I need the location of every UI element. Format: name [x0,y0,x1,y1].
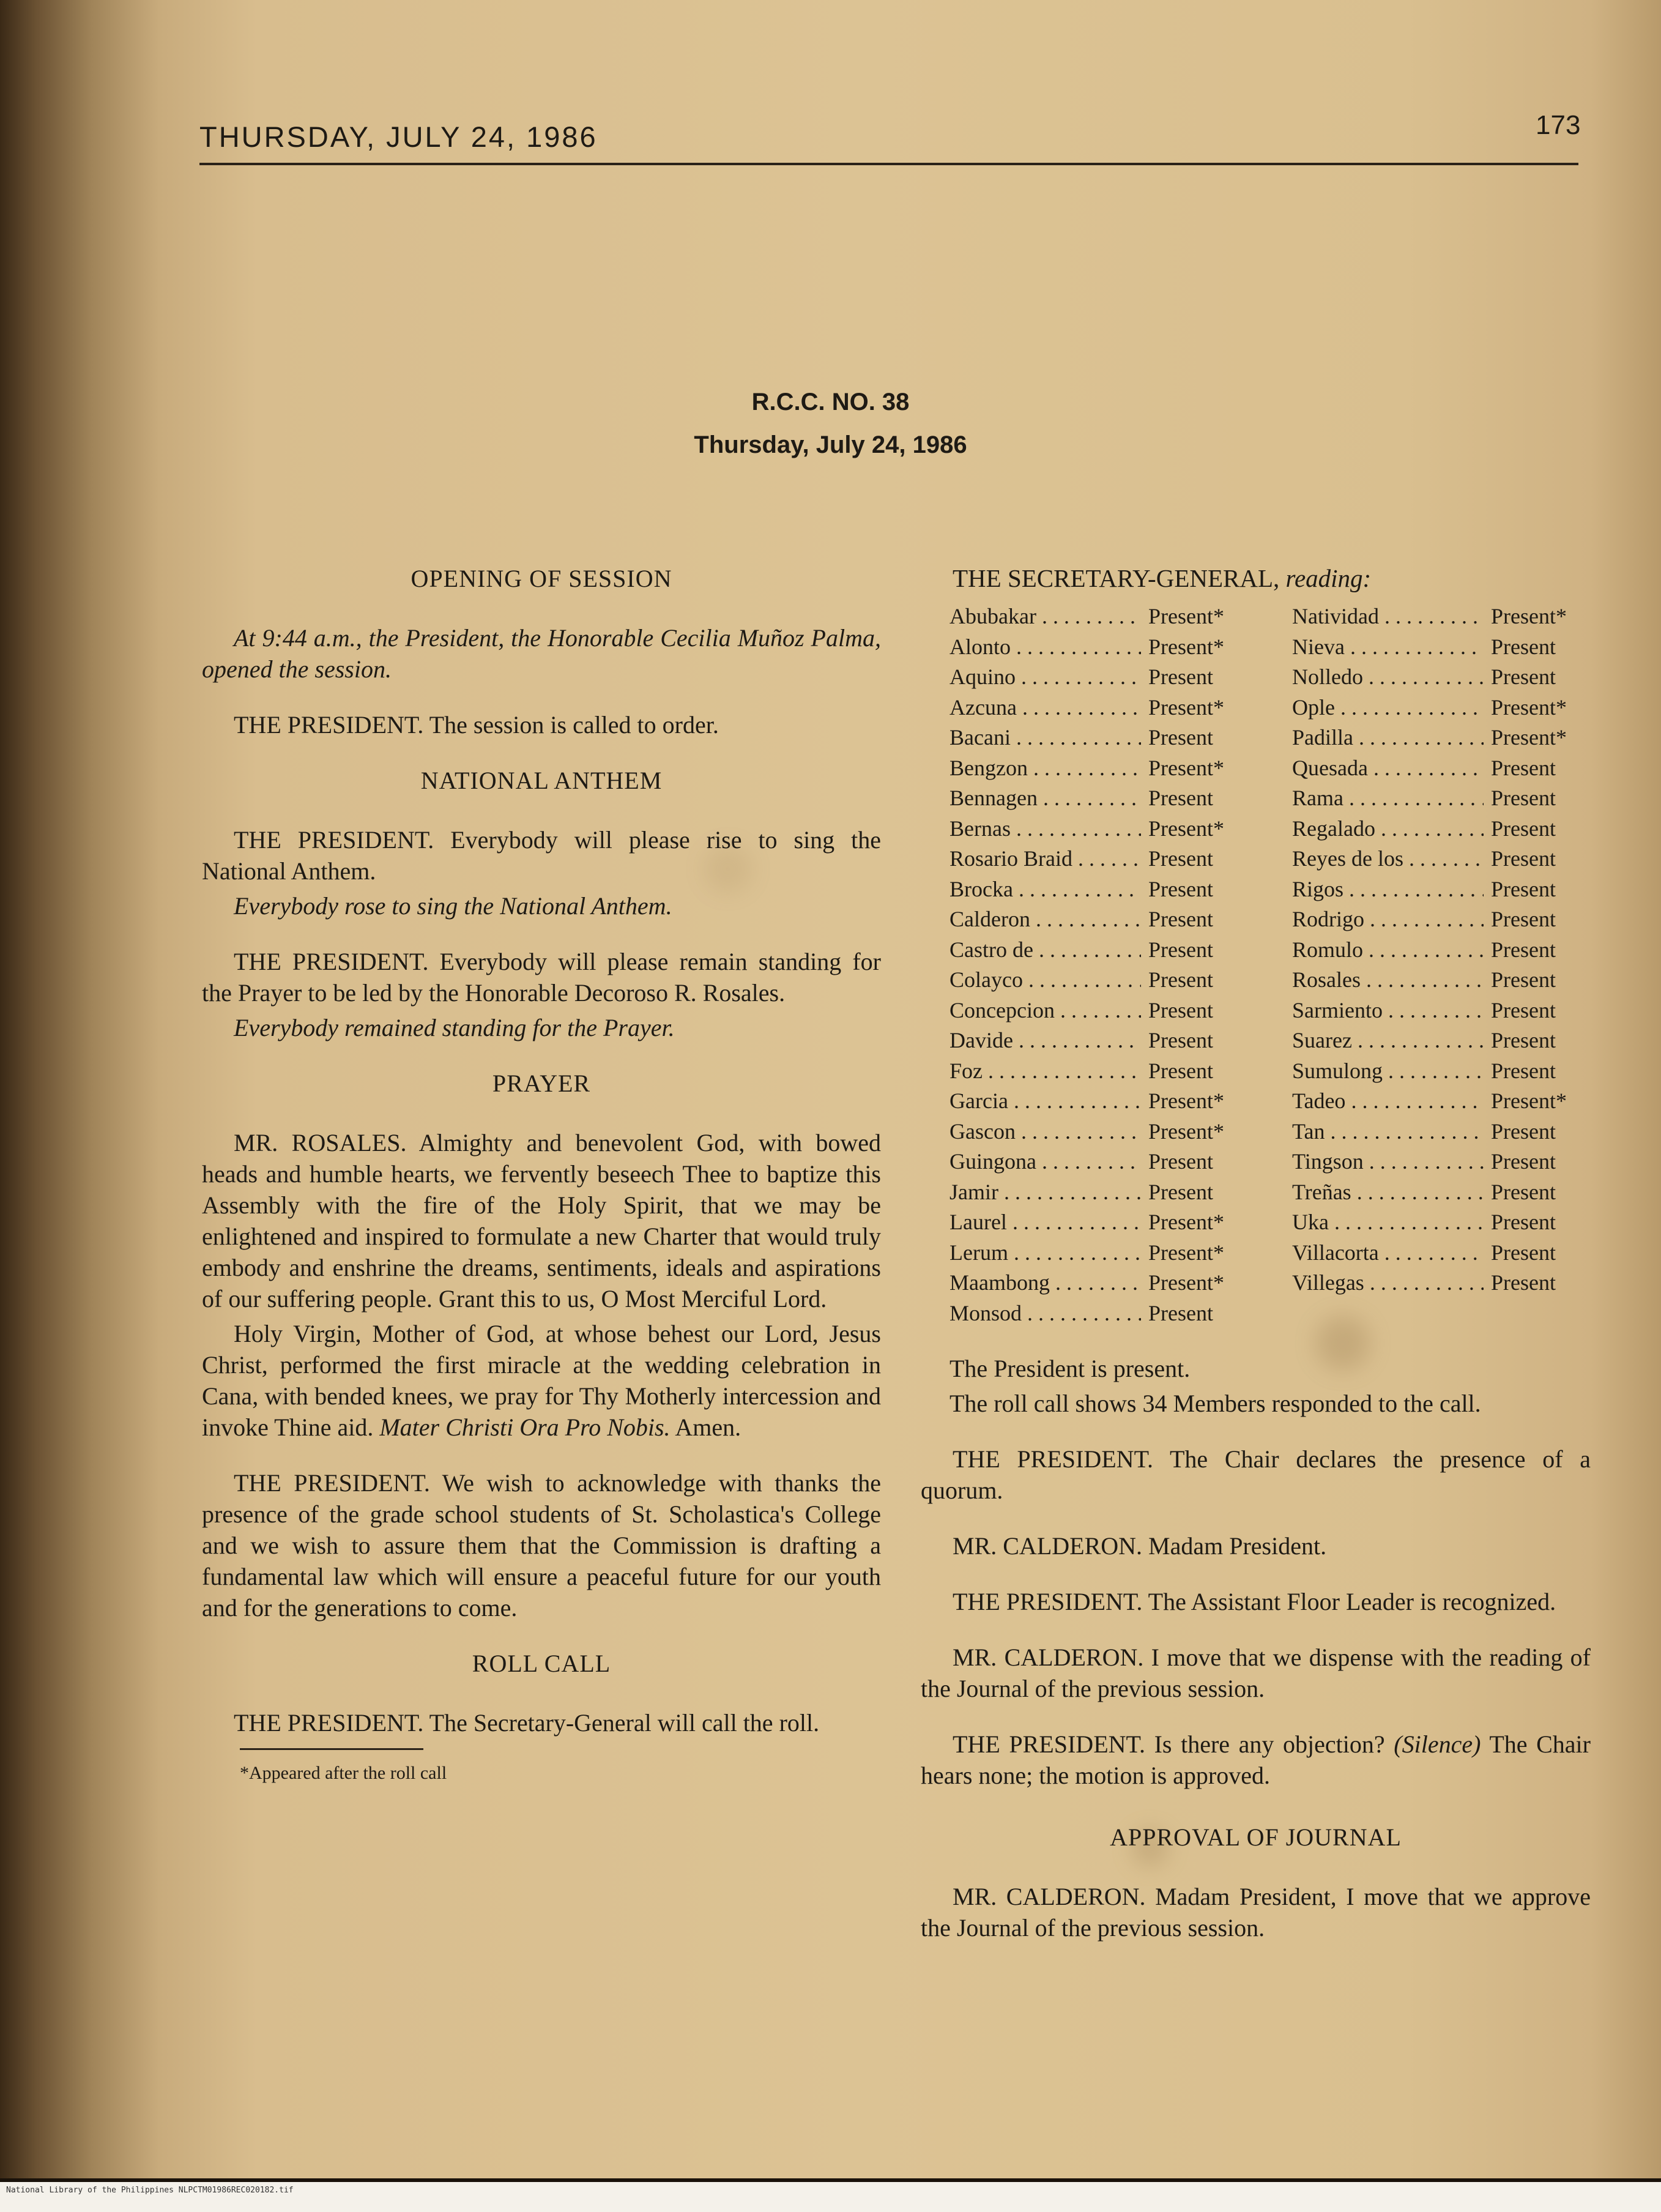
roll-entry [949,965,1268,996]
roll-entry [1292,844,1610,874]
roll-entry [1292,1268,1610,1298]
member-status: Present [1148,937,1213,962]
member-name: Tan . . . [1292,1117,1484,1147]
member-name: Castro de . . . [949,935,1141,966]
member-name: Aquino . . . [949,662,1141,693]
member-name: Foz . . . [949,1056,1141,1087]
member-status: Present [1148,1028,1213,1052]
member-status: Present [1148,1149,1213,1174]
member-status: Present* [1148,816,1224,841]
member-name: Laurel . . . [949,1207,1141,1238]
member-name: Rigos . . . [1292,874,1484,905]
scan-footer: National Library of the Philippines NLPCTM01986REC020182.tif [0,2178,1661,2212]
objection-paragraph [921,1729,1591,1791]
member-status: Present [1491,786,1556,810]
call-to-order: THE PRESIDENT. The session is called to order. [234,711,719,739]
member-status: Present [1491,1119,1556,1144]
rollcall-heading: ROLL CALL [472,1650,611,1677]
member-name: Bennagen . . . [949,783,1141,814]
roll-entry [949,844,1268,874]
recognized-paragraph: THE PRESIDENT. The Assistant Floor Leader is recognized. [953,1588,1556,1615]
secretary-label-reading: reading: [1285,564,1372,592]
right-column [921,563,1591,1968]
member-status: Present [1491,1058,1556,1083]
roll-entry [949,874,1268,905]
roll-entry [1292,1056,1610,1087]
roll-entry [1292,1207,1610,1238]
roll-entry [949,723,1268,753]
roll-column-right [1292,601,1610,1328]
member-status: Present [1148,725,1213,750]
objection-silence: (Silence) [1394,1730,1481,1758]
member-status: Present [1491,997,1556,1022]
member-name: Calderon . . . [949,904,1141,935]
member-name: Garcia . . . [949,1086,1141,1117]
prayer-p2-latin: Mater Christi Ora Pro Nobis. [379,1413,671,1441]
roll-entry [1292,783,1610,814]
member-status: Present [1491,1240,1556,1265]
roll-entry [1292,601,1610,632]
roll-entry [1292,965,1610,996]
member-name: Romulo . . . [1292,935,1484,966]
roll-entry [1292,662,1610,693]
roll-entry [1292,632,1610,663]
left-column [202,563,881,1789]
member-status: Present* [1148,1270,1224,1295]
secretary-label [953,563,1591,594]
member-name: Guingona . . . [949,1147,1141,1177]
member-status: Present* [1491,725,1567,750]
roll-entry [949,1026,1268,1056]
member-status: Present [1148,665,1213,689]
member-status: Present* [1148,634,1224,659]
member-name: Nieva . . . [1292,632,1484,663]
footnote-rule [240,1748,423,1750]
roll-entry [1292,1086,1610,1117]
roll-entry [1292,753,1610,784]
roll-entry [949,1298,1268,1329]
journal-heading: APPROVAL OF JOURNAL [1110,1823,1402,1851]
member-status: Present* [1148,1210,1224,1234]
roll-entry [949,693,1268,723]
member-name: Regalado . . . [1292,814,1484,844]
roll-entry [1292,1147,1610,1177]
member-name: Villacorta . . . [1292,1238,1484,1268]
prayer-p2-text: Holy Virgin, Mother of God, at whose behest our Lord, Jesus Christ, performed the first miracle at the wedding celebration in Cana, with bended knees, we pray for Thy Motherly intercession and invoke Thine aid. [202,1320,881,1441]
member-status: Present [1148,967,1213,992]
member-status: Present [1148,786,1213,810]
footnote: *Appeared after the roll call [240,1763,447,1783]
member-name: Rosales . . . [1292,965,1484,996]
member-name: Jamir . . . [949,1177,1141,1208]
roll-entry [1292,723,1610,753]
roll-entry [1292,904,1610,935]
member-status: Present [1148,907,1213,931]
member-name: Rosario Braid . . . [949,844,1141,874]
roll-entry [949,904,1268,935]
roll-entry [949,935,1268,966]
roll-entry [1292,693,1610,723]
member-status: Present* [1148,1240,1224,1265]
member-status: Present* [1148,755,1224,780]
member-status: Present* [1148,695,1224,720]
member-status: Present [1491,1210,1556,1234]
member-name: Tadeo . . . [1292,1086,1484,1117]
acknowledge-paragraph: THE PRESIDENT. We wish to acknowledge with thanks the presence of the grade school students of St. Scholastica's College and we wish to assure them that the Commission is drafting a fundamental law which will ensure a peaceful future for our youth and for the generations to come. [202,1469,881,1622]
roll-entry [1292,1177,1610,1208]
member-status: Present [1148,1058,1213,1083]
quorum-paragraph: THE PRESIDENT. The Chair declares the presence of a quorum. [921,1445,1591,1504]
member-status: Present [1148,1179,1213,1204]
member-status: Present [1148,1300,1213,1325]
member-status: Present [1148,876,1213,901]
member-name: Tingson . . . [1292,1147,1484,1177]
member-name: Bengzon . . . [949,753,1141,784]
roll-entry [1292,874,1610,905]
member-status: Present [1491,816,1556,841]
member-name: Quesada . . . [1292,753,1484,784]
calderon-paragraph: MR. CALDERON. Madam President. [953,1532,1327,1560]
member-name: Davide . . . [949,1026,1141,1056]
roll-entry [1292,1238,1610,1268]
roll-entry [949,1056,1268,1087]
member-status: Present* [1491,1089,1567,1113]
roll-entry [949,783,1268,814]
page-number: 173 [1536,110,1581,140]
member-status: Present* [1491,604,1567,628]
member-status: Present [1491,967,1556,992]
member-name: Bernas . . . [949,814,1141,844]
prayer-paragraph-2 [202,1318,881,1443]
member-name: Colayco . . . [949,965,1141,996]
member-name: Alonto . . . [949,632,1141,663]
session-number: R.C.C. NO. 38 [751,389,910,415]
opening-heading: OPENING OF SESSION [411,565,672,592]
member-status: Present [1491,1270,1556,1295]
member-name: Monsod . . . [949,1298,1141,1329]
member-status: Present [1148,846,1213,871]
prayer-p2-end: Amen. [675,1413,741,1441]
member-name: Nolledo . . . [1292,662,1484,693]
roll-entry [949,1147,1268,1177]
member-status: Present [1148,997,1213,1022]
member-status: Present [1491,634,1556,659]
roll-entry [949,1086,1268,1117]
roll-entry [949,1268,1268,1298]
roll-entry [949,1207,1268,1238]
approve-paragraph: MR. CALDERON. Madam President, I move that we approve the Journal of the previous session. [921,1883,1591,1942]
member-name: Lerum . . . [949,1238,1141,1268]
member-name: Reyes de los . . . [1292,844,1484,874]
secretary-label-text: THE SECRETARY-GENERAL, [953,564,1280,592]
member-status: Present [1491,1028,1556,1052]
anthem-note: Everybody rose to sing the National Anthem. [234,892,672,920]
prayer-note: Everybody remained standing for the Prayer. [234,1014,675,1041]
member-status: Present [1491,755,1556,780]
member-name: Bacani . . . [949,723,1141,753]
member-status: Present [1491,846,1556,871]
member-status: Present [1491,876,1556,901]
member-status: Present [1491,1179,1556,1204]
president-present: The President is present. [949,1355,1191,1382]
roll-entry [1292,935,1610,966]
member-name: Padilla . . . [1292,723,1484,753]
member-name: Uka . . . [1292,1207,1484,1238]
member-name: Abubakar . . . [949,601,1141,632]
roll-result: The roll call shows 34 Members responded to the call. [949,1390,1481,1417]
roll-entry [1292,814,1610,844]
member-name: Suarez . . . [1292,1026,1484,1056]
member-name: Rama . . . [1292,783,1484,814]
rollcall-text: THE PRESIDENT. The Secretary-General will call the roll. [234,1709,820,1737]
member-name: Azcuna . . . [949,693,1141,723]
member-name: Natividad . . . [1292,601,1484,632]
member-status: Present [1491,937,1556,962]
opening-text: At 9:44 a.m., the President, the Honorable Cecilia Muñoz Palma, opened the session. [202,624,881,683]
member-status: Present [1491,907,1556,931]
objection-end: The Chair hears none; the motion is approved. [921,1730,1591,1789]
roll-column-left [949,601,1268,1328]
roll-call-list [949,601,1591,1328]
objection-text: THE PRESIDENT. Is there any objection? [953,1730,1385,1758]
dispense-paragraph: MR. CALDERON. I move that we dispense with the reading of the Journal of the previous session. [921,1644,1591,1702]
member-name: Brocka . . . [949,874,1141,905]
member-name: Rodrigo . . . [1292,904,1484,935]
roll-entry [949,1177,1268,1208]
member-status: Present* [1491,695,1567,720]
prayer-heading: PRAYER [492,1070,591,1097]
member-name: Villegas . . . [1292,1268,1484,1298]
roll-entry [949,601,1268,632]
roll-entry [949,1117,1268,1147]
member-status: Present* [1148,1089,1224,1113]
member-name: Sarmiento . . . [1292,996,1484,1026]
roll-entry [1292,1117,1610,1147]
member-name: Ople . . . [1292,693,1484,723]
roll-entry [1292,1026,1610,1056]
member-status: Present [1491,1149,1556,1174]
roll-entry [949,814,1268,844]
member-name: Concepcion . . . [949,996,1141,1026]
member-name: Gascon . . . [949,1117,1141,1147]
member-name: Sumulong . . . [1292,1056,1484,1087]
prayer-paragraph-1: MR. ROSALES. Almighty and benevolent God, with bowed heads and humble hearts, we fervently beseech Thee to baptize this Assembly with the fire of the Holy Spirit, that we may be enlightened and inspired to formulate a new Charter that would truly embody and enshrine the dreams, sentiments, ideals and aspirations of our suffering people. Grant this to us, O Most Merciful Lord. [202,1129,881,1313]
member-name: Treñas . . . [1292,1177,1484,1208]
roll-entry [1292,996,1610,1026]
session-date: Thursday, July 24, 1986 [694,431,967,458]
member-status: Present [1491,665,1556,689]
member-name: Maambong . . . [949,1268,1141,1298]
header-rule [199,163,1578,165]
header-date: THURSDAY, JULY 24, 1986 [199,121,598,153]
roll-entry [949,662,1268,693]
roll-entry [949,996,1268,1026]
anthem-heading: NATIONAL ANTHEM [420,767,663,794]
roll-entry [949,1238,1268,1268]
anthem-text: THE PRESIDENT. Everybody will please rise to sing the National Anthem. [202,826,881,885]
roll-entry [949,753,1268,784]
roll-entry [949,632,1268,663]
prayer-intro: THE PRESIDENT. Everybody will please remain standing for the Prayer to be led by the Honorable Decoroso R. Rosales. [202,948,881,1007]
member-status: Present* [1148,1119,1224,1144]
member-status: Present* [1148,604,1224,628]
